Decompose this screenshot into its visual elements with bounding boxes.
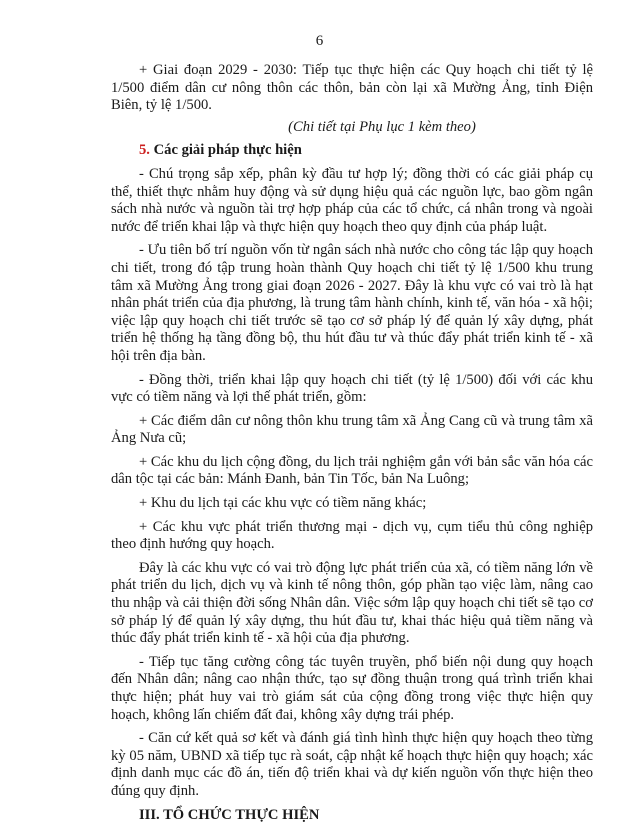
paragraph-investment-phasing: - Chú trọng sắp xếp, phân kỳ đầu tư hợp lý; đồng thời có các giải pháp cụ thể, thiết thực nhằm huy động và sử dụng hiệu quả các nguồn lực, bao gồm ngân sách nhà nước và nguồn tài trợ hợp pháp của các tổ chức, cá nhân trong và ngoài nước để triển khai lập và thực hiện quy hoạch theo quy định của pháp luật. bbox=[111, 165, 593, 235]
paragraph-budget-priority: - Ưu tiên bố trí nguồn vốn từ ngân sách nhà nước cho công tác lập quy hoạch chi tiết, trong đó tập trung hoàn thành Quy hoạch chi tiết tỷ lệ 1/500 khu trung tâm xã Mường Ảng trong giai đoạn 2026 - 2027. Đây là khu vực có vai trò là hạt nhân phát triển của địa phương, là trung tâm hành chính, kinh tế, văn hóa - xã hội; việc lập quy hoạch chi tiết trước sẽ tạo cơ sở pháp lý để quản lý xây dựng, phát triển hệ thống hạ tầng đồng bộ, thu hút đầu tư và thúc đẩy phát triển kinh tế - xã hội trên địa bàn. bbox=[111, 242, 593, 364]
paragraph-detailed-planning: - Đồng thời, triển khai lập quy hoạch chi tiết (tỷ lệ 1/500) đối với các khu vực có tiềm năng và lợi thế phát triển, gồm: bbox=[111, 371, 593, 406]
section-heading-solutions bbox=[111, 142, 593, 160]
page-number: 6 bbox=[315, 33, 324, 49]
bullet-community-tourism: + Các khu du lịch cộng đồng, du lịch trải nghiệm gắn với bản sắc văn hóa các dân tộc tại các bản: Mánh Đanh, bản Tin Tốc, bản Na Luông; bbox=[111, 453, 593, 488]
bullet-commerce-industry: + Các khu vực phát triển thương mại - dịch vụ, cụm tiểu thủ công nghiệp theo định hướng quy hoạch. bbox=[111, 518, 593, 553]
section-number: 5. bbox=[139, 142, 150, 159]
paragraph-propaganda: - Tiếp tục tăng cường công tác tuyên truyền, phổ biến nội dung quy hoạch đến Nhân dân; nâng cao nhận thức, tạo sự đồng thuận trong quá trình triển khai thực hiện; phát huy vai trò giám sát của cộng đồng trong việc thực hiện quy hoạch, không lấn chiếm đất đai, không xây dựng trái phép. bbox=[111, 653, 593, 723]
section-heading-implementation: III. TỔ CHỨC THỰC HIỆN bbox=[139, 806, 320, 823]
section-title: Các giải pháp thực hiện bbox=[149, 142, 302, 159]
paragraph-driving-areas: Đây là các khu vực có vai trò động lực phát triển của xã, có tiềm năng lớn về phát triển du lịch, dịch vụ và kinh tế nông thôn, góp phần tạo việc làm, nâng cao thu nhập và cải thiện đời sống Nhân dân. Việc sớm lập quy hoạch chi tiết sẽ tạo cơ sở pháp lý để quản lý xây dựng, thu hút đầu tư, khai thác hiệu quả tiềm năng và thúc đẩy phát triển kinh tế - xã hội của địa phương. bbox=[111, 559, 593, 647]
paragraph-phase-2029-2030: + Giai đoạn 2029 - 2030: Tiếp tục thực hiện các Quy hoạch chi tiết tỷ lệ 1/500 điểm dân cư nông thôn các thôn, bản còn lại xã Mường Ảng, tỉnh Điện Biên, tỷ lệ 1/500. bbox=[111, 62, 593, 114]
appendix-note: (Chi tiết tại Phụ lục 1 kèm theo) bbox=[288, 118, 476, 135]
bullet-residential-areas: + Các điểm dân cư nông thôn khu trung tâm xã Ảng Cang cũ và trung tâm xã Ảng Nưa cũ; bbox=[111, 412, 593, 447]
bullet-potential-tourism: + Khu du lịch tại các khu vực có tiềm năng khác; bbox=[139, 495, 427, 512]
paragraph-review-update: - Căn cứ kết quả sơ kết và đánh giá tình hình thực hiện quy hoạch theo từng kỳ 05 năm, UBND xã tiếp tục rà soát, cập nhật kế hoạch thực hiện quy hoạch; xác định danh mục các đồ án, tiến độ triển khai và dự kiến nguồn vốn thực hiện theo đúng quy định. bbox=[111, 730, 593, 799]
